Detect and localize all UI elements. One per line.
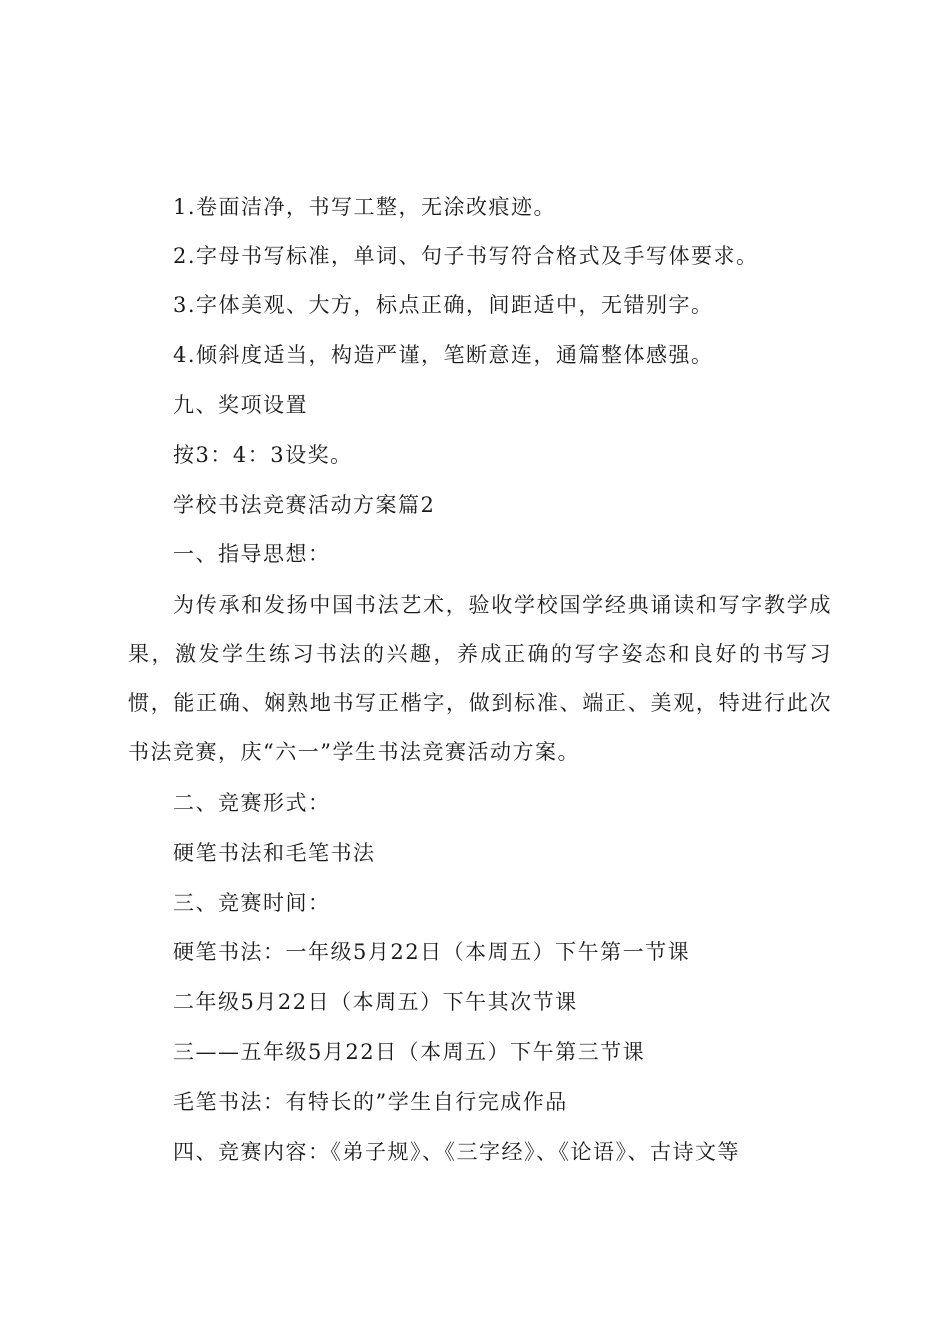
- schedule-grade-3-5: 三——五年级5月22日（本周五）下午第三节课: [173, 1040, 646, 1064]
- criteria-item-2: 2.字母书写标准，单词、句子书写符合格式及手写体要求。: [173, 244, 759, 268]
- document-title-part-2: 学校书法竞赛活动方案篇2: [173, 493, 436, 517]
- criteria-item-4: 4.倾斜度适当，构造严谨，笔断意连，通篇整体感强。: [173, 343, 714, 367]
- schedule-grade-1: 硬笔书法：一年级5月22日（本周五）下午第一节课: [173, 940, 691, 964]
- brush-calligraphy-note: 毛笔书法：有特长的”学生自行完成作品: [173, 1090, 568, 1114]
- section-heading-awards: 九、奖项设置: [173, 393, 308, 417]
- awards-ratio: 按3：4：3设奖。: [173, 443, 353, 467]
- criteria-item-1: 1.卷面洁净，书写工整，无涂改痕迹。: [173, 195, 557, 219]
- guiding-idea-paragraph: 为传承和发扬中国书法艺术，验收学校国学经典诵读和写字教学成果，激发学生练习书法的兴趣，养成正确的写字姿态和良好的书写习惯，能正确、娴熟地书写正楷字，做到标准、端正、美观，特进行此次书法竞赛，庆“六一”学生书法竞赛活动方案。: [128, 593, 832, 764]
- section-heading-guiding-idea: 一、指导思想：: [173, 542, 331, 566]
- criteria-item-3: 3.字体美观、大方，标点正确，间距适中，无错别字。: [173, 293, 714, 317]
- section-heading-time: 三、竞赛时间：: [173, 891, 331, 915]
- schedule-grade-2: 二年级5月22日（本周五）下午其次节课: [173, 990, 578, 1014]
- format-text: 硬笔书法和毛笔书法: [173, 841, 376, 865]
- section-heading-content: 四、竞赛内容：《弟子规》、《三字经》、《论语》、古诗文等: [173, 1140, 740, 1164]
- section-heading-format: 二、竞赛形式：: [173, 791, 331, 815]
